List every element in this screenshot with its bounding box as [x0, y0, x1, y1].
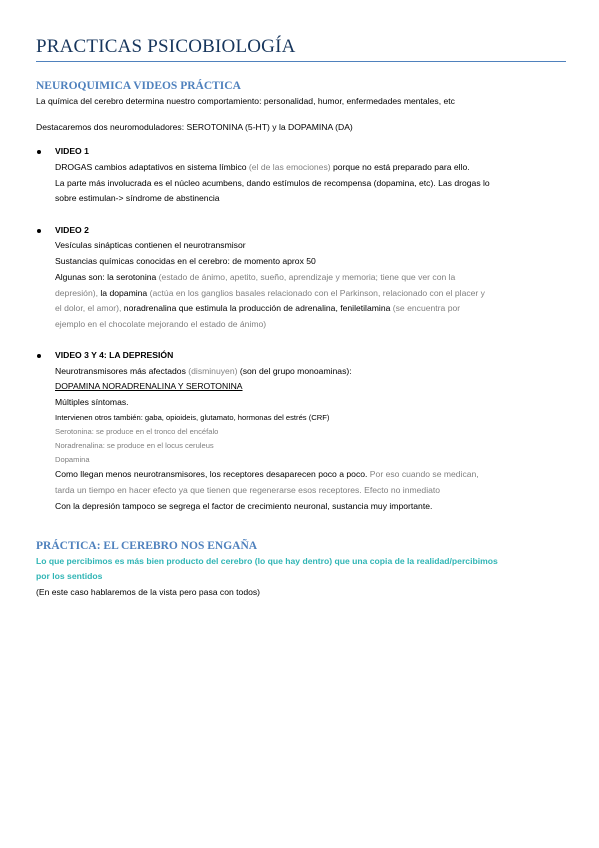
- section2-line1: Lo que percibimos es más bien producto del cerebro (lo que hay dentro) que una copia de la realidad/percibimos: [36, 556, 498, 566]
- video3-line4: Intervienen otros también: gaba, opioideis, glutamato, hormonas del estrés (CRF): [55, 413, 330, 422]
- video2-line3-a: Algunas son: la serotonina: [55, 272, 159, 282]
- video2-line3: [55, 272, 455, 283]
- bullet-icon: [37, 150, 41, 154]
- video3-line10: Con la depresión tampoco se segrega el factor de crecimiento neuronal, sustancia muy importante.: [55, 501, 433, 511]
- video2-line4: [55, 288, 485, 299]
- video3-line5: Serotonina: se produce en el tronco del encéfalo: [55, 427, 219, 436]
- video2-line6: ejemplo en el chocolate mejorando el estado de ánimo): [55, 319, 267, 329]
- video2-line3-b: (estado de ánimo, apetito, sueño, aprendizaje y memoria; tiene que ver con la: [158, 272, 456, 282]
- video2-line5-a: el dolor, el amor),: [55, 303, 122, 313]
- video3-line3: Múltiples síntomas.: [55, 397, 129, 407]
- video3-line8-b: Por eso cuando se medican,: [367, 469, 479, 479]
- intro-text: La química del cerebro determina nuestro comportamiento: personalidad, humor, enfermedades mentales, etc: [36, 96, 455, 106]
- video3-line1-b: (disminuyen): [188, 366, 238, 376]
- video1-line1-b: (el de las emociones): [248, 162, 331, 172]
- video2-line4-b: la dopamina: [98, 288, 150, 298]
- section-heading-neuroquimica: NEUROQUIMICA VIDEOS PRÁCTICA: [36, 80, 241, 92]
- section2-line2: por los sentidos: [36, 571, 103, 581]
- video2-line5: [55, 303, 460, 314]
- video3-line9: tarda un tiempo en hacer efecto ya que tienen que regenerarse esos receptores. Efecto no inmediato: [55, 485, 441, 495]
- video1-line1: [55, 162, 470, 173]
- title-underline: [36, 61, 566, 62]
- video2-line5-b: noradrenalina que estimula la producción de adrenalina, feniletilamina: [121, 303, 393, 313]
- section-heading-cerebro-engana: PRÁCTICA: EL CEREBRO NOS ENGAÑA: [36, 540, 258, 552]
- video2-line5-c: (se encuentra por: [392, 303, 461, 313]
- video3-line7: Dopamina: [55, 455, 90, 464]
- video1-line3: sobre estimulan-> síndrome de abstinencia: [55, 193, 220, 203]
- video1-line1-c: porque no está preparado para ello.: [330, 162, 470, 172]
- video2-label: VIDEO 2: [55, 225, 89, 235]
- video2-line4-a: depresión),: [55, 288, 98, 298]
- video1-line1-a: DROGAS cambios adaptativos en sistema límbico: [55, 162, 249, 172]
- video3-line2: DOPAMINA NORADRENALINA Y SEROTONINA: [55, 381, 243, 391]
- video3-label: VIDEO 3 Y 4: LA DEPRESIÓN: [55, 350, 174, 360]
- bullet-icon: [37, 354, 41, 358]
- video1-line2: La parte más involucrada es el núcleo acumbens, dando estímulos de recompensa (dopamina, etc). Las drogas lo: [55, 178, 490, 188]
- video3-line1: [55, 366, 352, 377]
- video2-line2: Sustancias químicas conocidas en el cerebro: de momento aprox 50: [55, 256, 316, 266]
- section2-line3: (En este caso hablaremos de la vista pero pasa con todos): [36, 587, 261, 597]
- video3-line8: [55, 469, 479, 480]
- video3-line8-a: Como llegan menos neurotransmisores, los receptores desaparecen poco a poco.: [55, 469, 368, 479]
- video1-label: VIDEO 1: [55, 146, 89, 156]
- document-title: PRACTICAS PSICOBIOLOGÍA: [36, 36, 296, 57]
- video3-line1-c: (son del grupo monoaminas):: [237, 366, 352, 376]
- intro-text-2: Destacaremos dos neuromoduladores: SEROTONINA (5-HT) y la DOPAMINA (DA): [36, 122, 353, 132]
- video2-line4-c: (actúa en los ganglios basales relacionado con el Parkinson, relacionado con el placer y: [149, 288, 485, 298]
- video3-line6: Noradrenalina: se produce en el locus ceruleus: [55, 441, 214, 450]
- bullet-icon: [37, 229, 41, 233]
- video3-line1-a: Neurotransmisores más afectados: [55, 366, 189, 376]
- video2-line1: Vesículas sinápticas contienen el neurotransmisor: [55, 240, 246, 250]
